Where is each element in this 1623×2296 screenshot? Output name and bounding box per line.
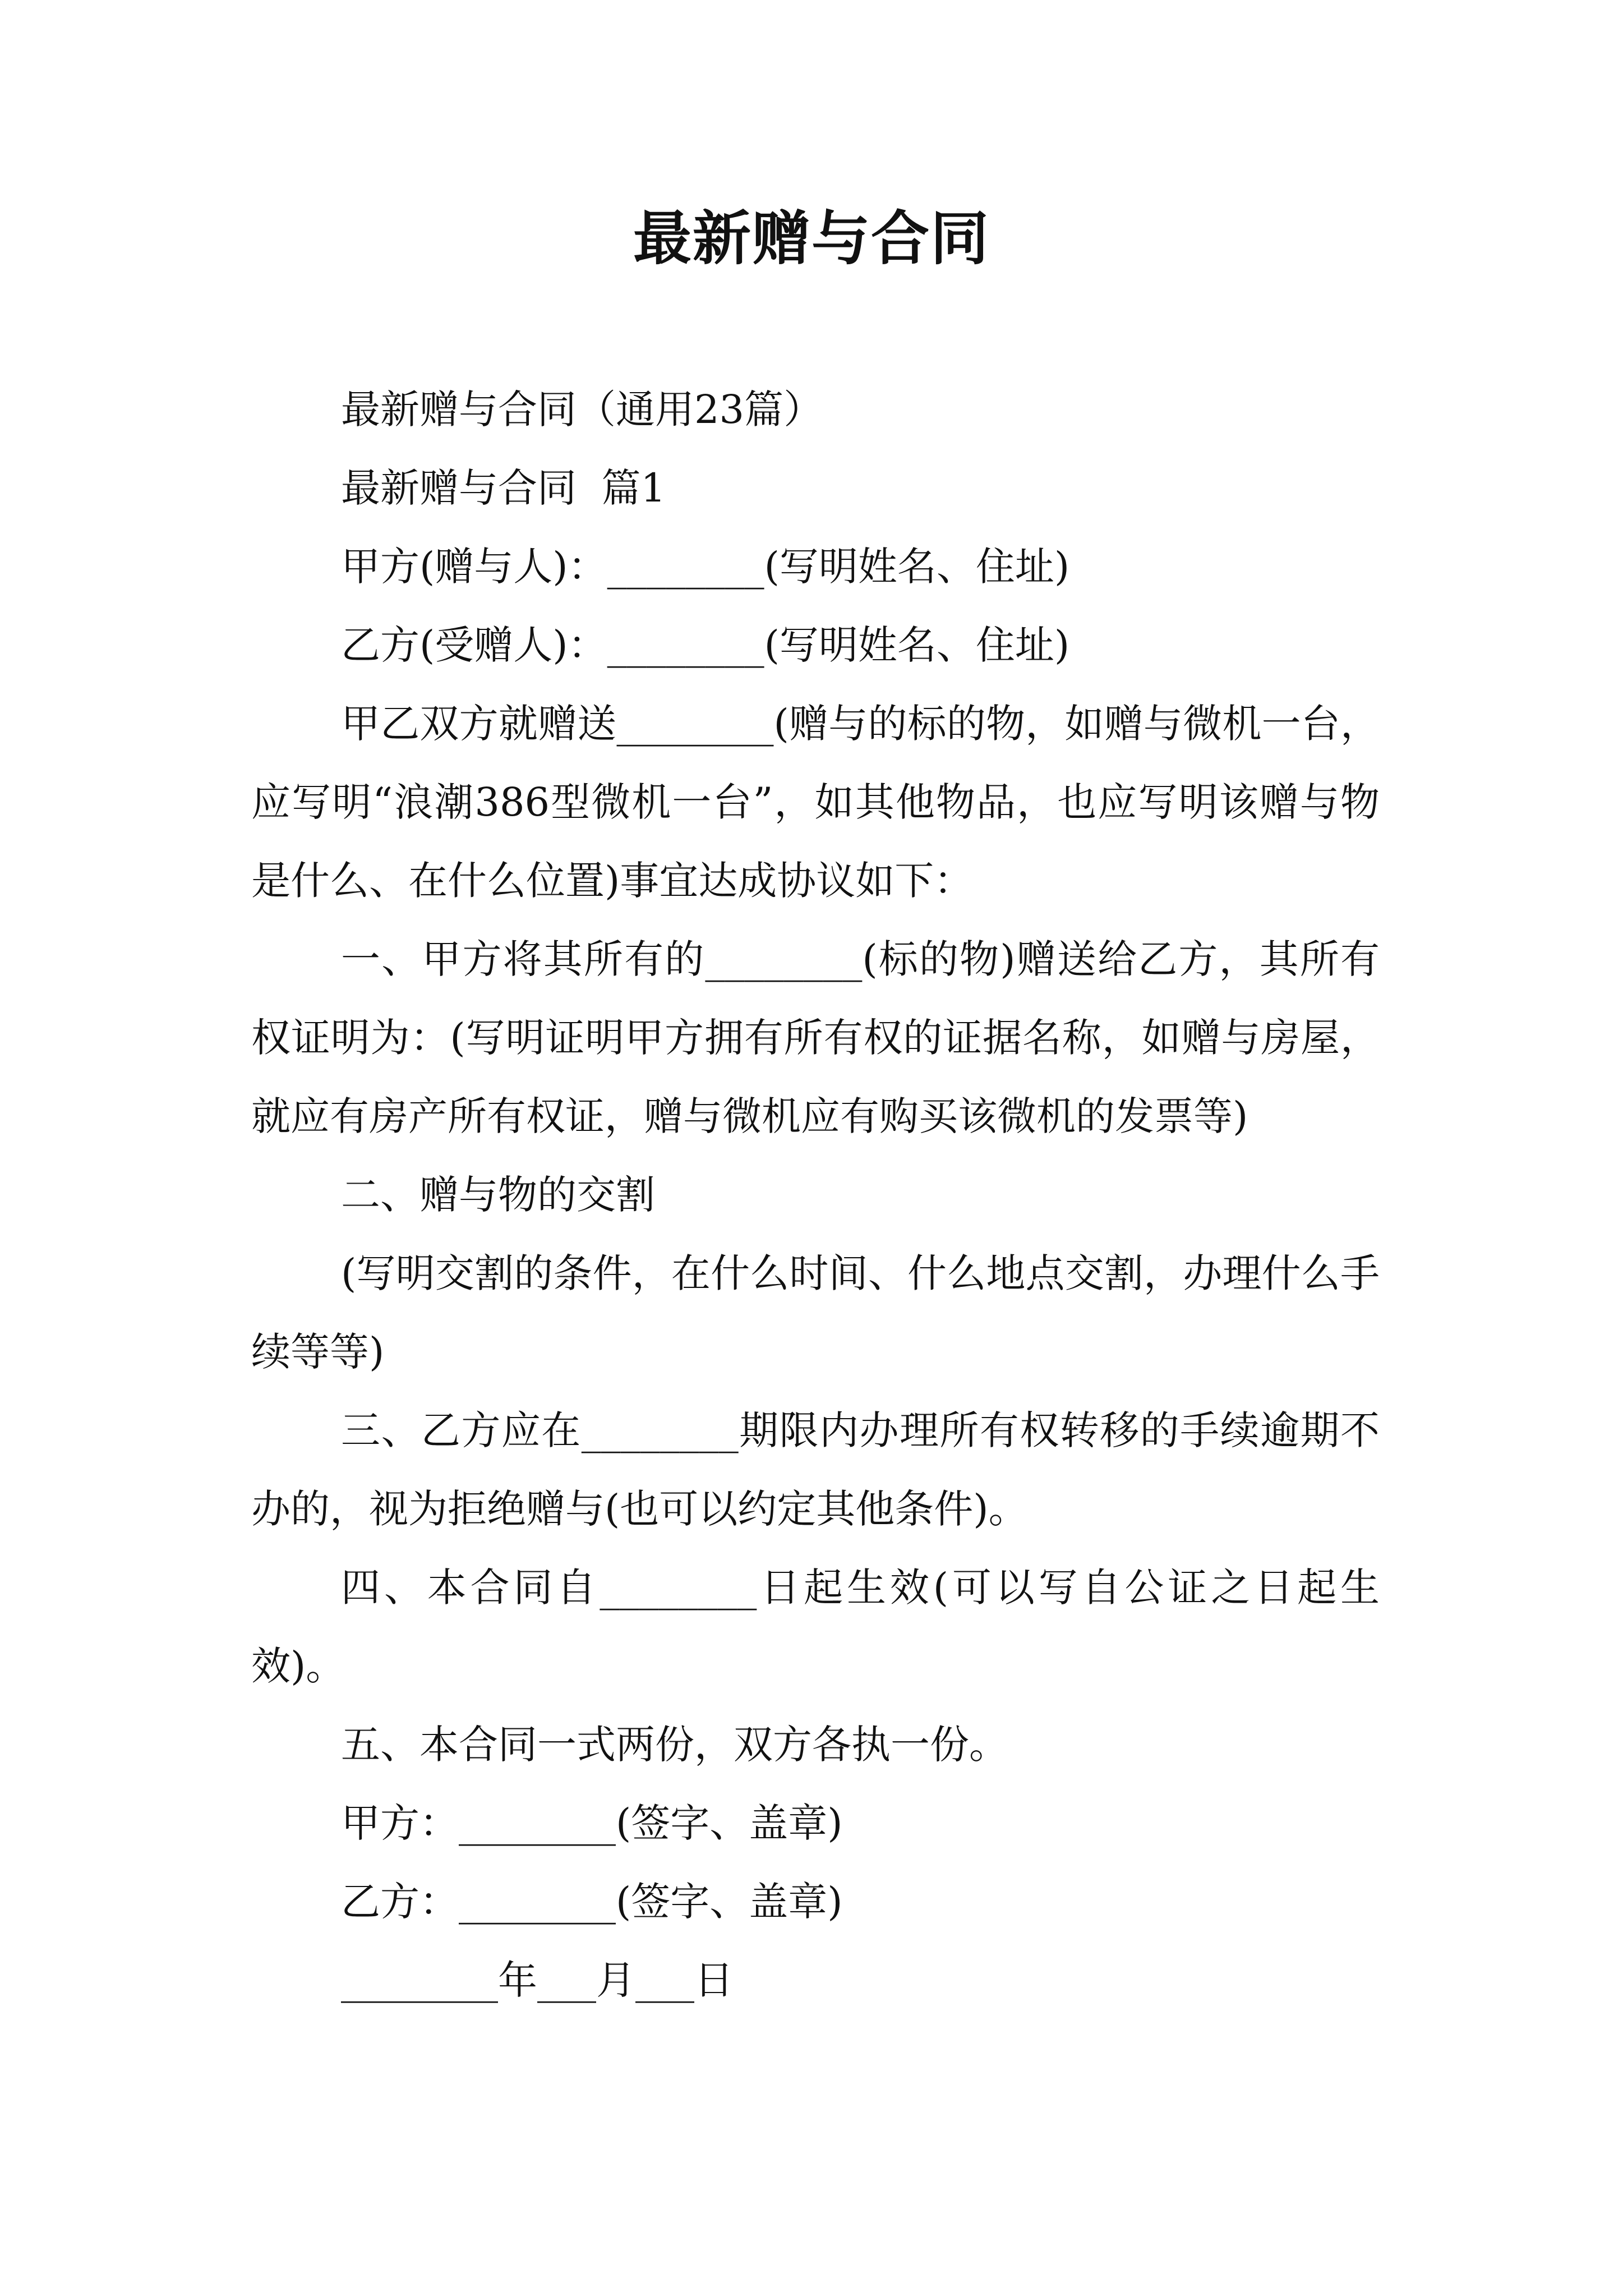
date-line: ________年___月___日	[341, 1957, 734, 2003]
document-title: 最新赠与合同	[633, 204, 990, 273]
clause-2-heading: 二、赠与物的交割	[341, 1172, 655, 1218]
party-b-signature: 乙方：________(签字、盖章)	[341, 1879, 843, 1925]
section-heading: 最新赠与合同 篇1	[341, 465, 666, 511]
document-body	[251, 370, 1380, 2019]
clause-1: 一、甲方将其所有的________(标的物)赠送给乙方，其所有权证明为：(写明证明甲方拥有所有权的证据名称，如赠与房屋，就应有房产所有权证，赠与微机应有购买该微机的发票等)	[251, 936, 1380, 1139]
clause-3: 三、乙方应在________期限内办理所有权转移的手续逾期不办的，视为拒绝赠与(也可以约定其他条件)。	[251, 1407, 1380, 1532]
clause-2-body: (写明交割的条件，在什么时间、什么地点交割，办理什么手续等等)	[251, 1250, 1380, 1375]
party-a-signature: 甲方：________(签字、盖章)	[341, 1800, 843, 1846]
subtitle-paragraph: 最新赠与合同（通用23篇）	[341, 386, 823, 432]
party-a-line: 甲方(赠与人)：________(写明姓名、住址)	[341, 544, 1070, 590]
clause-5: 五、本合同一式两份，双方各执一份。	[341, 1722, 1008, 1768]
party-b-line: 乙方(受赠人)：________(写明姓名、住址)	[341, 622, 1070, 668]
clause-4: 四、本合同自________日起生效(可以写自公证之日起生效)。	[251, 1565, 1380, 1689]
intro-paragraph: 甲乙双方就赠送________(赠与的标的物，如赠与微机一台，应写明“浪潮386型微机一台”，如其他物品，也应写明该赠与物是什么、在什么位置)事宜达成协议如下：	[251, 701, 1380, 904]
